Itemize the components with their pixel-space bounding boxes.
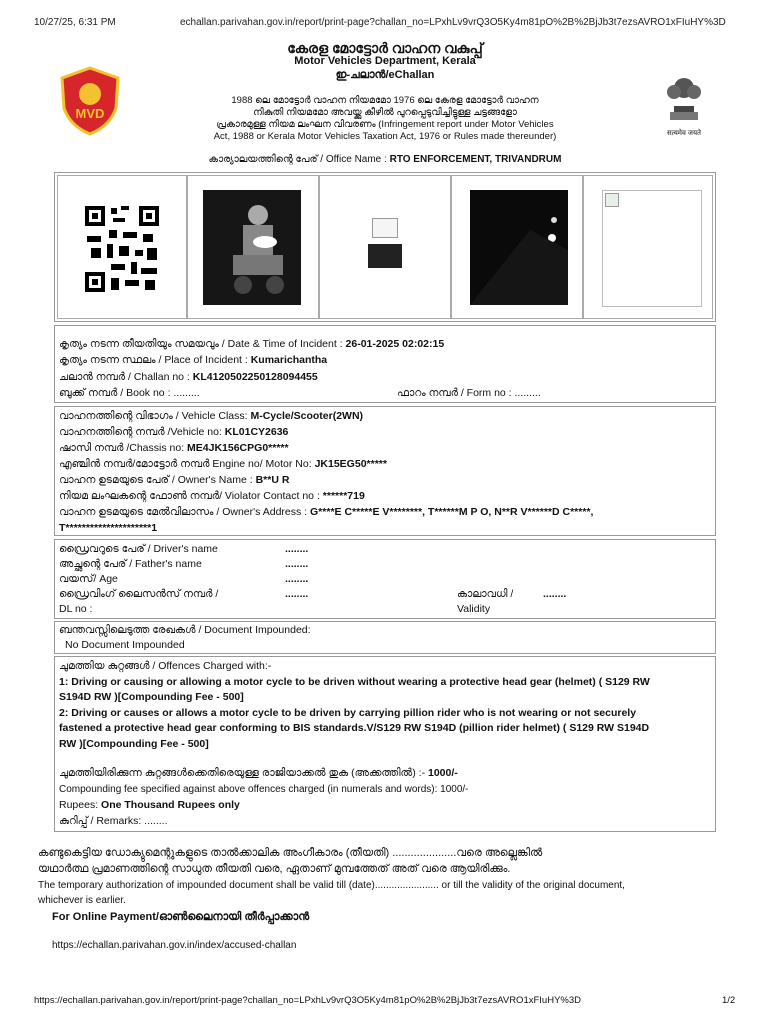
title-malayalam: കേരള മോട്ടോർ വാഹന വകുപ്പ് [287, 40, 483, 56]
driver-name-label: ഡ്രൈവറുടെ പേര് / Driver's name [59, 543, 218, 555]
mvd-logo-text: MVD [75, 106, 105, 121]
evidence-photo-4 [583, 175, 713, 319]
title-echallan: ഇ-ചലാൻ/eChallan [335, 69, 435, 81]
title-english: Motor Vehicles Department, Kerala [294, 55, 476, 67]
print-page-number: 1/2 [722, 995, 736, 1006]
header-description: 1988 ലെ മോട്ടോർ വാഹന നിയമമോ 1976 ലെ കേരള മോട്ടോർ വാഹന നികുതി നിയമമോ അവയ്ക്കു കീഴിൽ പുറപ്പെടുവിച്ചിട്ടുള്ള ചട്ടങ്ങളോ പ്രകാരമുള്ള നിയമ ലംഘന വിവരണം (Infringement report under Motor Vehicles Act, 1988 or Kerala Motor Vehicles Taxation Act, 1976 or Rules made thereunder) [213, 95, 557, 142]
qr-cell [57, 175, 187, 319]
incident-section [54, 325, 716, 403]
online-payment-label: For Online Payment/ഓൺലൈനായി തീർപ്പാക്കാൻ [52, 911, 310, 923]
documents-value: No Document Impounded [65, 639, 185, 651]
driver-section [54, 539, 716, 619]
challan-number: ചലാൻ നമ്പർ / Challan no : KL4120502250128094455 [59, 371, 318, 383]
dl-label-en: DL no : [59, 603, 93, 615]
national-emblem [660, 66, 708, 136]
form-number: ഫാറം നമ്പർ / Form no : ......... [397, 387, 541, 399]
father-name-label: അച്ഛന്റെ പേര് / Father's name [59, 558, 202, 570]
broken-image-icon [602, 190, 702, 307]
engine-number: എഞ്ചിൻ നമ്പർ/മോട്ടോർ നമ്പർ Engine no/ Motor No: JK15EG50***** [59, 458, 387, 470]
incident-datetime: കൃത്യം നടന്ന തീയതിയും സമയവും / Date & Time of Incident : 26-01-2025 02:02:15 [59, 338, 445, 350]
age-label: വയസ്/ Age [59, 573, 118, 585]
father-name-value: ........ [285, 558, 309, 570]
office-name: കാര്യാലയത്തിന്റെ പേര് / Office Name : RTO ENFORCEMENT, TRIVANDRUM [208, 154, 562, 165]
online-payment-link[interactable]: https://echallan.parivahan.gov.in/index/accused-challan [52, 940, 297, 951]
documents-label: ബന്തവസ്സിലെടുത്ത രേഖകൾ / Document Impounded: [59, 624, 311, 636]
plate-photo-icon [368, 244, 402, 268]
vehicle-section [54, 406, 716, 536]
offence-1-line1: 1: Driving or causing or allowing a motor cycle to be driven without wearing a protective head gear (helmet) ( S129 RW [59, 676, 650, 688]
remarks: കുറിപ്പ് / Remarks: ........ [59, 815, 168, 827]
incident-place: കൃത്യം നടന്ന സ്ഥലം / Place of Incident : Kumarichantha [59, 354, 328, 366]
qr-code-icon [83, 204, 161, 294]
rupees-in-words: Rupees: One Thousand Rupees only [59, 799, 240, 811]
offence-2-line3: RW )[Compounding Fee - 500] [59, 738, 209, 750]
night-camera-photo-icon [470, 190, 568, 305]
documents-section [54, 621, 716, 654]
footer-en-line2: whichever is earlier. [38, 895, 126, 906]
offences-label: ചുമത്തിയ കുറ്റങ്ങൾ / Offences Charged with:- [59, 660, 272, 672]
dl-label: ഡ്രൈവിംഗ് ലൈസൻസ് നമ്പർ / [59, 588, 219, 600]
print-url: echallan.parivahan.gov.in/report/print-page?challan_no=LPxhLv9vrQ3O5Ky4m81pO%2B%2BjJb3t7ezsAVRO1xFIuHY%3D [180, 17, 726, 28]
compounding-fee-ml: ചുമത്തിയിരിക്കുന്ന കുറ്റങ്ങൾക്കെതിരെയുള്ള രാജിയാക്കൽ തുക (അക്കത്തിൽ) :- 1000/- [59, 767, 458, 779]
book-number: ബുക്ക് നമ്പർ / Book no : ......... [59, 387, 200, 399]
offences-section [54, 656, 716, 832]
vehicle-class: വാഹനത്തിന്റെ വിഭാഗം / Vehicle Class: M-Cycle/Scooter(2WN) [59, 410, 364, 422]
offence-2-line1: 2: Driving or causes or allows a motor cycle to be driven by carrying pillion rider who is not wearing or not securely [59, 707, 637, 719]
footer-ml-line2: യഥാർത്ഥ പ്രമാണത്തിന്റെ സാധുത തീയതി വരെ, ഏതാണ് മുമ്പത്തേത് അത് വരെ ആയിരിക്കും. [38, 863, 511, 875]
print-footer-url: https://echallan.parivahan.gov.in/report/print-page?challan_no=LPxhLv9vrQ3O5Ky4m81pO%2B%2BjJb3t7ezsAVRO1xFIuHY%3D [34, 995, 581, 1006]
plate-crop-icon [372, 218, 398, 238]
rider-photo-icon [203, 190, 301, 305]
validity-label-en: Validity [457, 603, 491, 615]
mvd-logo [58, 66, 122, 136]
chassis-number: ഷാസി നമ്പർ /Chassis no: ME4JK156CPG0***** [59, 442, 289, 454]
driver-name-value: ........ [285, 543, 309, 555]
footer-en-line1: The temporary authorization of impounded document shall be valid till (date)....................... or till the validity of the original document, [38, 880, 625, 891]
owner-address-line2: T*********************1 [59, 522, 158, 534]
evidence-strip [54, 172, 716, 322]
validity-value: ........ [543, 588, 567, 600]
evidence-photo-3 [451, 175, 583, 319]
emblem-caption: सत्यमेव जयते [666, 130, 702, 137]
offence-1-line2: S194D RW )[Compounding Fee - 500] [59, 691, 244, 703]
dl-value: ........ [285, 588, 309, 600]
owner-name: വാഹന ഉടമയുടെ പേര് / Owner's Name : B**U R [59, 474, 290, 486]
print-datetime: 10/27/25, 6:31 PM [34, 17, 116, 28]
evidence-photo-2 [319, 175, 451, 319]
vehicle-number: വാഹനത്തിന്റെ നമ്പർ /Vehicle no: KL01CY2636 [59, 426, 289, 438]
evidence-photo-1 [187, 175, 319, 319]
owner-address: വാഹന ഉടമയുടെ മേൽവിലാസം / Owner's Address : G****E C*****E V********, T******M P O, N**R V******D C*****, [59, 506, 594, 518]
violator-contact: നിയമ ലംഘകന്റെ ഫോൺ നമ്പർ/ Violator Contact no : ******719 [59, 490, 365, 502]
validity-label: കാലാവധി / [457, 588, 514, 600]
footer-ml-line1: കണ്ടുകെട്ടിയ ഡോക്യുമെന്റുകളുടെ താൽക്കാലിക അംഗീകാരം (തീയതി) .....................വരെ അല്ലെങ്കിൽ [38, 847, 543, 859]
compounding-fee-en: Compounding fee specified against above offences charged (in numerals and words): 1000/- [59, 784, 469, 795]
age-value: ........ [285, 573, 309, 585]
offence-2-line2: fastened a protective head gear conforming to BIS standards.V/S129 RW S194D (pillion rider helmet) ( S129 RW S194D [59, 722, 650, 734]
